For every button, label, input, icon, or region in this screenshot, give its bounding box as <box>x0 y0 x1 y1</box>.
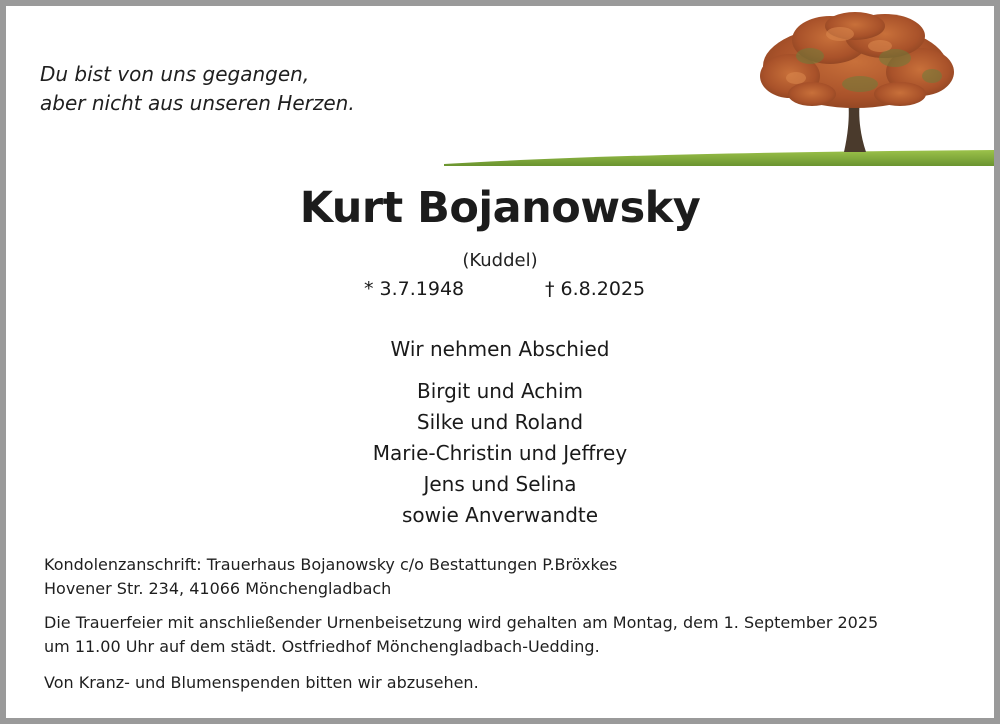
mourner-item: Birgit und Achim <box>416 379 584 403</box>
donation-note: Von Kranz- und Blumenspenden bitten wir abzusehen. <box>44 673 479 692</box>
mourner-item: Marie-Christin und Jeffrey <box>372 441 628 465</box>
oak-tree-icon <box>440 6 994 172</box>
birth-date: * 3.7.1948 <box>364 278 465 300</box>
condolence-address-line-1: Kondolenzanschrift: Trauerhaus Bojanowsky c/o Bestattungen P.Bröxkes <box>44 555 618 574</box>
motto-line-1: Du bist von uns gegangen, <box>40 62 310 86</box>
mourners-list <box>0 376 1000 531</box>
ceremony-line-2: um 11.00 Uhr auf dem städt. Ostfriedhof Mönchengladbach-Uedding. <box>44 637 600 656</box>
deceased-name: Kurt Bojanowsky <box>299 183 701 233</box>
motto-line-2: aber nicht aus unseren Herzen. <box>40 91 355 115</box>
condolence-address-line-2: Hovener Str. 234, 41066 Mönchengladbach <box>44 579 392 598</box>
ceremony-line-1: Die Trauerfeier mit anschließender Urnenbeisetzung wird gehalten am Montag, dem 1. September 2025 <box>44 613 879 632</box>
mourner-item: sowie Anverwandte <box>401 503 599 527</box>
mourner-item: Jens und Selina <box>423 472 577 496</box>
details-block <box>44 553 944 695</box>
death-date: † 6.8.2025 <box>545 278 646 300</box>
farewell-text: Wir nehmen Abschied <box>390 337 610 361</box>
deceased-nickname: (Kuddel) <box>462 250 538 271</box>
motto-quote <box>40 60 355 118</box>
mourner-item: Silke und Roland <box>416 410 584 434</box>
